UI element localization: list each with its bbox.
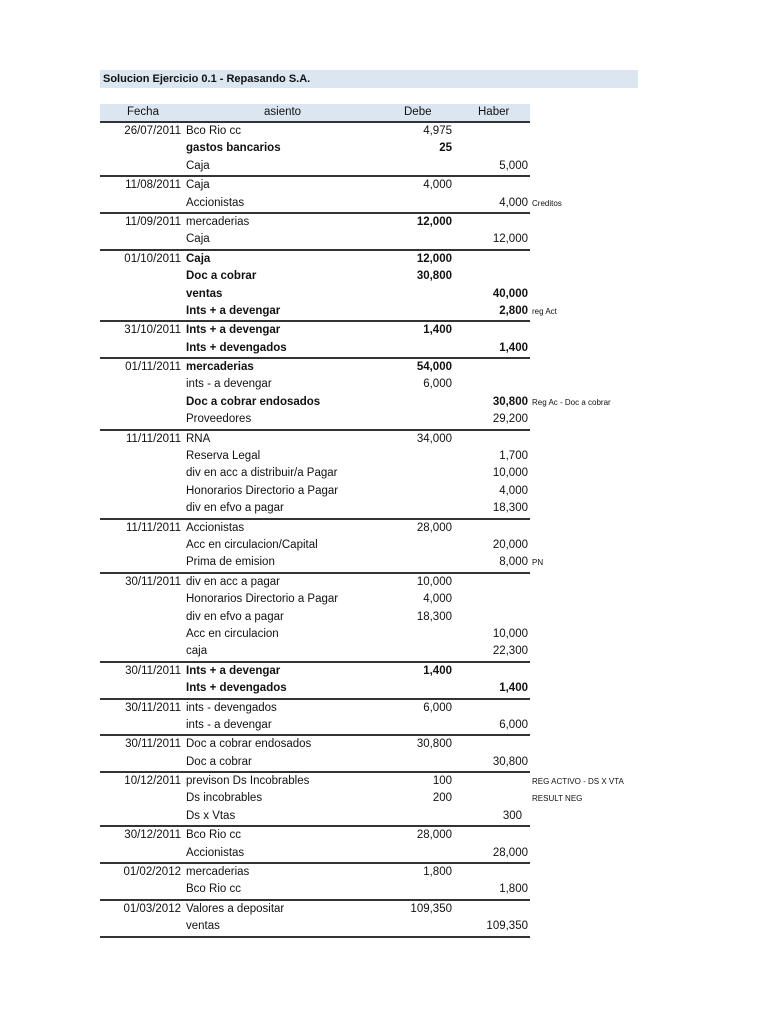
haber-amount: 12,000 [492,233,528,246]
account-name: Ints + devengados [186,341,287,354]
table-row [100,717,530,734]
entry-date: 10/12/2011 [124,775,181,788]
table-row [100,500,530,517]
haber-amount: 40,000 [492,287,528,300]
table-row [100,177,530,194]
journal-entry [100,177,562,214]
account-name: Proveedores [186,413,252,426]
table-row [100,303,557,320]
debe-amount: 18,300 [416,610,452,623]
account-name: Bco Rio cc [186,125,241,137]
debe-amount: 6,000 [423,378,452,391]
table-row [100,340,530,357]
account-name: div en acc a distribuir/a Pagar [186,467,338,480]
account-name: RNA [186,432,211,445]
account-name: mercaderias [186,215,250,228]
table-row [100,231,530,248]
entry-note: PN [532,558,544,568]
account-name: Honorarios Directorio a Pagar [186,593,339,606]
entry-date: 30/11/2011 [125,575,181,588]
table-row [100,359,530,376]
debe-amount: 28,000 [416,521,452,534]
haber-amount: 6,000 [499,718,528,731]
journal-entry [100,773,624,827]
debe-amount: 54,000 [416,361,452,374]
account-name: Caja [186,179,210,192]
debe-amount: 6,000 [423,701,452,714]
entry-date: 01/10/2011 [124,252,181,265]
entry-note: REG ACTIVO - DS X VTA [532,777,624,787]
table-row [100,845,530,862]
debe-amount: 1,400 [423,324,452,337]
debe-amount: 200 [432,792,452,805]
table-row [100,680,530,697]
account-name: Reserva Legal [186,450,261,463]
table-row [100,827,530,844]
journal-table [100,104,624,938]
account-name: Ints + a devengar [186,304,281,317]
haber-amount: 29,200 [492,413,528,426]
account-name: Doc a cobrar [186,755,252,768]
account-name: Accionistas [186,521,245,534]
entry-date: 30/11/2011 [125,664,181,677]
table-row [100,195,562,212]
header-asiento: asiento [264,106,302,118]
header-debe: Debe [404,106,432,118]
table-row [100,609,530,626]
entry-date: 30/11/2011 [125,738,181,751]
account-name: div en acc a pagar [186,575,280,588]
account-name: caja [186,645,208,658]
account-name: Caja [186,159,210,172]
table-row [100,643,530,660]
debe-amount: 25 [439,142,452,155]
table-row [100,322,530,339]
haber-amount: 1,800 [499,883,528,896]
account-name: Caja [186,233,210,246]
debe-amount: 109,350 [410,902,452,915]
table-row [100,520,530,537]
haber-amount: 2,800 [499,304,528,317]
entry-date: 30/11/2011 [125,701,181,714]
table-row [100,790,583,807]
debe-amount: 30,800 [416,270,452,283]
table-row [100,483,530,500]
table-row [100,376,530,393]
table-row [100,268,530,285]
journal-entry [100,864,530,901]
table-row [100,140,530,157]
account-name: Ints + a devengar [186,324,281,337]
table-row [100,663,530,680]
table-row [100,864,530,881]
header-fecha: Fecha [127,106,159,118]
table-row [100,123,530,140]
table-row [100,214,530,231]
debe-amount: 34,000 [416,432,452,445]
journal-entry [100,901,530,938]
journal-entries [100,123,624,938]
haber-amount: 10,000 [492,467,528,480]
haber-amount: 300 [502,809,522,822]
account-name: ints - a devengar [186,378,272,391]
entry-date: 01/03/2012 [123,902,181,915]
account-name: Bco Rio cc [186,829,241,842]
entry-date: 01/02/2012 [123,866,181,879]
haber-amount: 30,800 [492,755,528,768]
debe-amount: 1,800 [423,866,452,879]
journal-entry [100,574,530,663]
debe-amount: 28,000 [416,829,452,842]
entry-note: reg Act [532,306,557,316]
table-header [100,104,530,123]
journal-entry [100,359,611,431]
table-row [100,537,530,554]
table-row [100,431,530,448]
table-row [100,918,530,935]
journal-entry [100,520,544,574]
journal-entry [100,663,530,700]
account-name: Accionistas [186,196,245,209]
account-name: Caja [186,252,211,265]
table-row [100,808,530,825]
journal-entry [100,736,530,773]
haber-amount: 1,700 [499,450,528,463]
entry-date: 01/11/2011 [125,361,181,374]
account-name: Ds incobrables [186,792,263,805]
table-row [100,394,611,411]
table-row [100,448,530,465]
haber-amount: 4,000 [499,196,528,209]
table-row [100,736,530,753]
account-name: Ds x Vtas [186,809,236,822]
account-name: Accionistas [186,846,245,859]
haber-amount: 109,350 [486,920,528,933]
header-haber: Haber [478,106,510,118]
account-name: div en efvo a pagar [186,502,284,515]
journal-entry [100,827,530,864]
haber-amount: 30,800 [492,395,528,408]
haber-amount: 18,300 [492,502,528,515]
table-row [100,626,530,643]
journal-entry [100,214,530,251]
haber-amount: 22,300 [492,645,528,658]
entry-date: 26/07/2011 [124,125,181,137]
table-row [100,251,530,268]
account-name: Doc a cobrar endosados [186,738,312,751]
entry-date: 30/12/2011 [124,829,181,842]
account-name: previson Ds Incobrables [186,775,310,788]
table-row [100,754,530,771]
account-name: Doc a cobrar [186,270,257,283]
account-name: Valores a depositar [186,902,285,915]
table-row [100,286,530,303]
entry-date: 31/10/2011 [124,324,181,337]
table-row [100,881,530,898]
entry-note: Reg Ac - Doc a cobrar [532,397,611,407]
table-row [100,465,530,482]
account-name: gastos bancarios [186,142,281,155]
table-row [100,700,530,717]
entry-date: 11/11/2011 [126,432,181,445]
table-row [100,901,530,918]
entry-date: 11/09/2011 [125,215,181,228]
account-name: Acc en circulacion [186,627,279,640]
debe-amount: 10,000 [416,575,452,588]
table-row [100,591,530,608]
entry-date: 11/08/2011 [125,179,181,192]
table-row [100,411,530,428]
account-name: Ints + devengados [186,682,287,695]
haber-amount: 1,400 [499,682,528,695]
account-name: Bco Rio cc [186,883,241,896]
journal-entry [100,123,530,177]
haber-amount: 4,000 [499,484,528,497]
debe-amount: 4,975 [423,125,452,137]
journal-entry [100,431,530,520]
debe-amount: 4,000 [423,593,452,606]
account-name: Prima de emision [186,556,275,569]
account-name: ints - a devengar [186,718,272,731]
account-name: mercaderias [186,361,254,374]
debe-amount: 12,000 [416,215,452,228]
haber-amount: 28,000 [492,846,528,859]
account-name: Acc en circulacion/Capital [186,538,318,551]
entry-date: 11/11/2011 [126,521,181,534]
account-name: ints - devengados [186,701,277,714]
debe-amount: 12,000 [416,252,452,265]
entry-note: Creditos [532,198,562,208]
table-row [100,574,530,591]
account-name: ventas [186,920,220,933]
account-name: Honorarios Directorio a Pagar [186,484,339,497]
entry-note: RESULT NEG [532,794,583,804]
table-row [100,554,544,571]
account-name: mercaderias [186,866,250,879]
account-name: div en efvo a pagar [186,610,284,623]
haber-amount: 5,000 [499,159,528,172]
account-name: ventas [186,287,223,300]
haber-amount: 1,400 [499,341,528,354]
page-title: Solucion Ejercicio 0.1 - Repasando S.A. [103,73,311,85]
haber-amount: 10,000 [492,627,528,640]
table-row [100,773,624,790]
haber-amount: 20,000 [492,538,528,551]
account-name: Ints + a devengar [186,664,281,677]
journal-entry [100,322,530,359]
table-row [100,158,530,175]
journal-entry [100,700,530,737]
debe-amount: 100 [432,775,452,788]
debe-amount: 1,400 [423,664,452,677]
journal-entry [100,251,557,323]
account-name: Doc a cobrar endosados [186,395,321,408]
debe-amount: 30,800 [416,738,452,751]
debe-amount: 4,000 [423,179,452,192]
haber-amount: 8,000 [499,556,528,569]
